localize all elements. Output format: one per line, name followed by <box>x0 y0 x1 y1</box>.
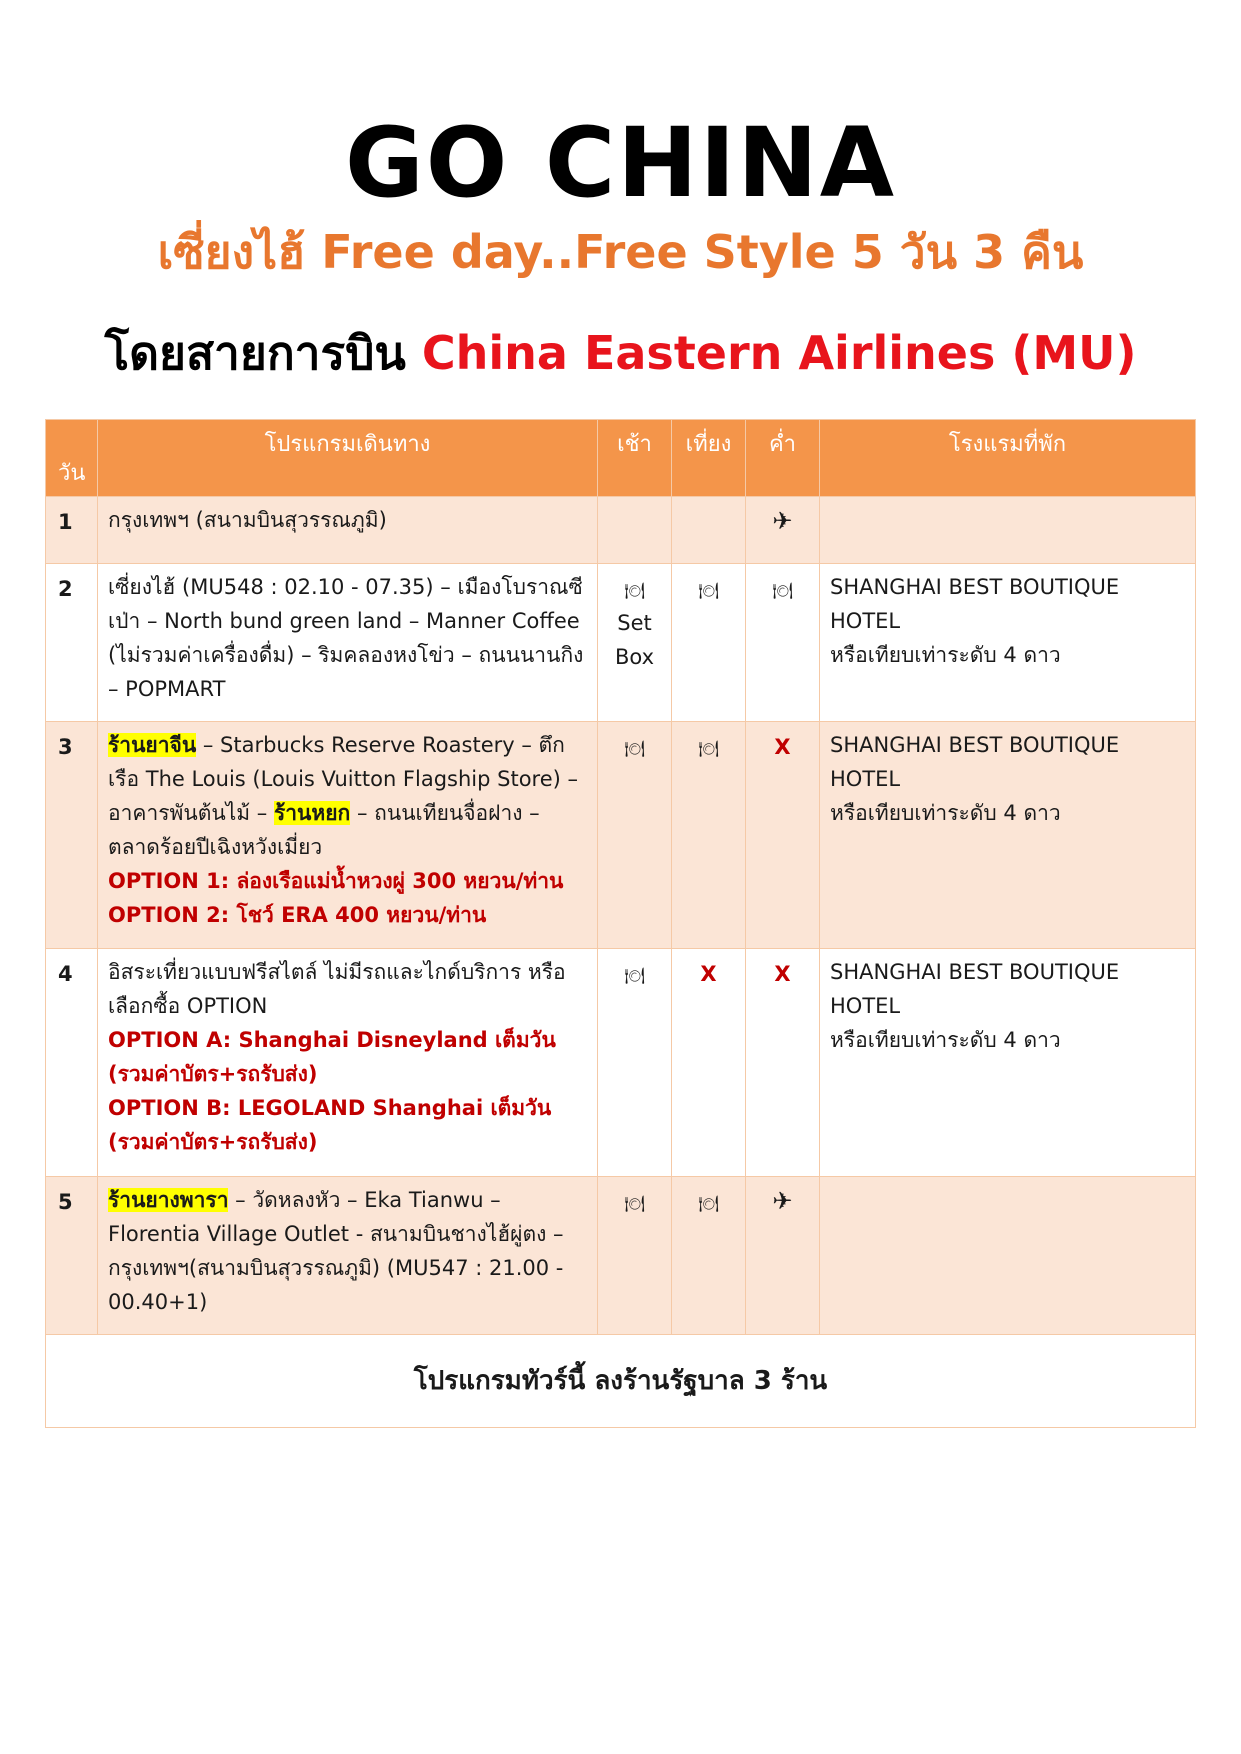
lunch-cell <box>672 564 746 722</box>
dinner-cell <box>746 497 820 564</box>
table-row <box>46 1177 1196 1335</box>
hotel-name: SHANGHAI BEST BOUTIQUE HOTEL <box>830 960 1120 1018</box>
breakfast-cell <box>598 564 672 722</box>
cross-mark-icon: X <box>700 962 717 986</box>
airline-line <box>0 322 1241 384</box>
shop-highlight: ร้านหยก <box>273 801 351 825</box>
hotel-cell <box>820 722 1196 949</box>
table-row <box>46 949 1196 1177</box>
header-hotel: โรงแรมที่พัก <box>820 420 1196 497</box>
program-text: อิสระเที่ยวแบบฟรีสไตล์ ไม่มีรถและไกด์บริการ หรือเลือกซื้อ OPTION OPTION A: Shanghai Disneyland เต็มวัน (รวมค่าบัตร+รถรับส่ง) OPTION B: LEGOLAND Shanghai เต็มวัน (รวมค่าบัตร+รถรับส่ง) <box>98 949 598 1177</box>
breakfast-cell <box>598 949 672 1177</box>
table-row <box>46 722 1196 949</box>
header-lunch: เที่ยง <box>672 420 746 497</box>
page-title: GO CHINA <box>345 107 896 219</box>
hotel-note: หรือเทียบเท่าระดับ 4 ดาว <box>830 1028 1061 1052</box>
header-dinner: ค่ำ <box>746 420 820 497</box>
hotel-cell <box>820 1177 1196 1335</box>
cross-mark-icon: X <box>774 735 791 759</box>
option-text: (รวมค่าบัตร+รถรับส่ง) <box>108 1130 318 1154</box>
airplane-icon: ✈ <box>772 507 793 535</box>
option-text: OPTION A: Shanghai Disneyland เต็มวัน <box>108 1028 556 1052</box>
cross-mark-icon: X <box>774 962 791 986</box>
table-footer-row <box>46 1335 1196 1428</box>
header-program: โปรแกรมเดินทาง <box>98 420 598 497</box>
shop-highlight: ร้านยางพารา <box>108 1188 229 1212</box>
hotel-note: หรือเทียบเท่าระดับ 4 ดาว <box>830 801 1061 825</box>
lunch-cell <box>672 722 746 949</box>
plate-icon: 🍽 <box>772 581 793 600</box>
hotel-note: หรือเทียบเท่าระดับ 4 ดาว <box>830 643 1061 667</box>
header-breakfast: เช้า <box>598 420 672 497</box>
breakfast-cell <box>598 722 672 949</box>
day-number: 1 <box>46 497 98 564</box>
plate-icon: 🍽 <box>624 581 645 600</box>
hotel-name: SHANGHAI BEST BOUTIQUE HOTEL <box>830 575 1120 633</box>
program-text: กรุงเทพฯ (สนามบินสุวรรณภูมิ) <box>98 497 598 564</box>
plate-icon: 🍽 <box>624 1194 645 1213</box>
itinerary-table <box>45 419 1196 1428</box>
option-text: OPTION B: LEGOLAND Shanghai เต็มวัน <box>108 1096 552 1120</box>
program-text: ร้านยาจีน – Starbucks Reserve Roastery – ตึกเรือ The Louis (Louis Vuitton Flagship Store) – อาคารพันต้นไม้ – ร้านหยก – ถนนเทียนจื่อฝาง – ตลาดร้อยปีเฉิงหวังเมี่ยว OPTION 1: ล่องเรือแม่น้ำหวงผู่ 300 หยวน/ท่าน OPTION 2: โชว์ ERA 400 หยวน/ท่าน <box>98 722 598 949</box>
plate-icon: 🍽 <box>624 739 645 758</box>
hotel-cell <box>820 497 1196 564</box>
table-row <box>46 497 1196 564</box>
option-text: OPTION 2: โชว์ ERA 400 หยวน/ท่าน <box>108 903 487 927</box>
breakfast-note: Set Box <box>614 611 655 669</box>
government-shop-note: โปรแกรมทัวร์นี้ ลงร้านรัฐบาล 3 ร้าน <box>46 1335 1196 1428</box>
page-subtitle: เซี่ยงไฮ้ Free day..Free Style 5 วัน 3 คืน <box>157 225 1084 279</box>
dinner-cell <box>746 949 820 1177</box>
program-text: เซี่ยงไฮ้ (MU548 : 02.10 - 07.35) – เมืองโบราณซีเป่า – North bund green land – Manner Coffee (ไม่รวมค่าเครื่องดื่ม) – ริมคลองหงโข่ว – ถนนนานกิง – POPMART <box>98 564 598 722</box>
plate-icon: 🍽 <box>698 581 719 600</box>
dinner-cell <box>746 1177 820 1335</box>
airplane-icon: ✈ <box>772 1187 793 1215</box>
airline-prefix: โดยสายการบิน <box>104 326 406 380</box>
lunch-cell <box>672 949 746 1177</box>
airline-name: China Eastern Airlines (MU) <box>421 326 1137 380</box>
program-text: ร้านยางพารา – วัดหลงหัว – Eka Tianwu – Florentia Village Outlet - สนามบินชางไฮ้ผู่ตง – กรุงเทพฯ(สนามบินสุวรรณภูมิ) (MU547 : 21.00 - 00.40+1) <box>98 1177 598 1335</box>
hotel-cell <box>820 564 1196 722</box>
breakfast-cell <box>598 1177 672 1335</box>
lunch-cell <box>672 1177 746 1335</box>
day-number: 4 <box>46 949 98 1177</box>
dinner-cell <box>746 564 820 722</box>
lunch-cell <box>672 497 746 564</box>
table-header-row <box>46 420 1196 497</box>
plate-icon: 🍽 <box>698 1194 719 1213</box>
breakfast-cell <box>598 497 672 564</box>
day-number: 2 <box>46 564 98 722</box>
hotel-cell <box>820 949 1196 1177</box>
dinner-cell <box>746 722 820 949</box>
day-number: 5 <box>46 1177 98 1335</box>
plate-icon: 🍽 <box>698 739 719 758</box>
day-number: 3 <box>46 722 98 949</box>
hotel-name: SHANGHAI BEST BOUTIQUE HOTEL <box>830 733 1120 791</box>
plate-icon: 🍽 <box>624 966 645 985</box>
shop-highlight: ร้านยาจีน <box>108 733 197 757</box>
table-row <box>46 564 1196 722</box>
option-text: OPTION 1: ล่องเรือแม่น้ำหวงผู่ 300 หยวน/ท่าน <box>108 869 564 893</box>
header-day: วัน <box>46 420 98 497</box>
option-text: (รวมค่าบัตร+รถรับส่ง) <box>108 1062 318 1086</box>
